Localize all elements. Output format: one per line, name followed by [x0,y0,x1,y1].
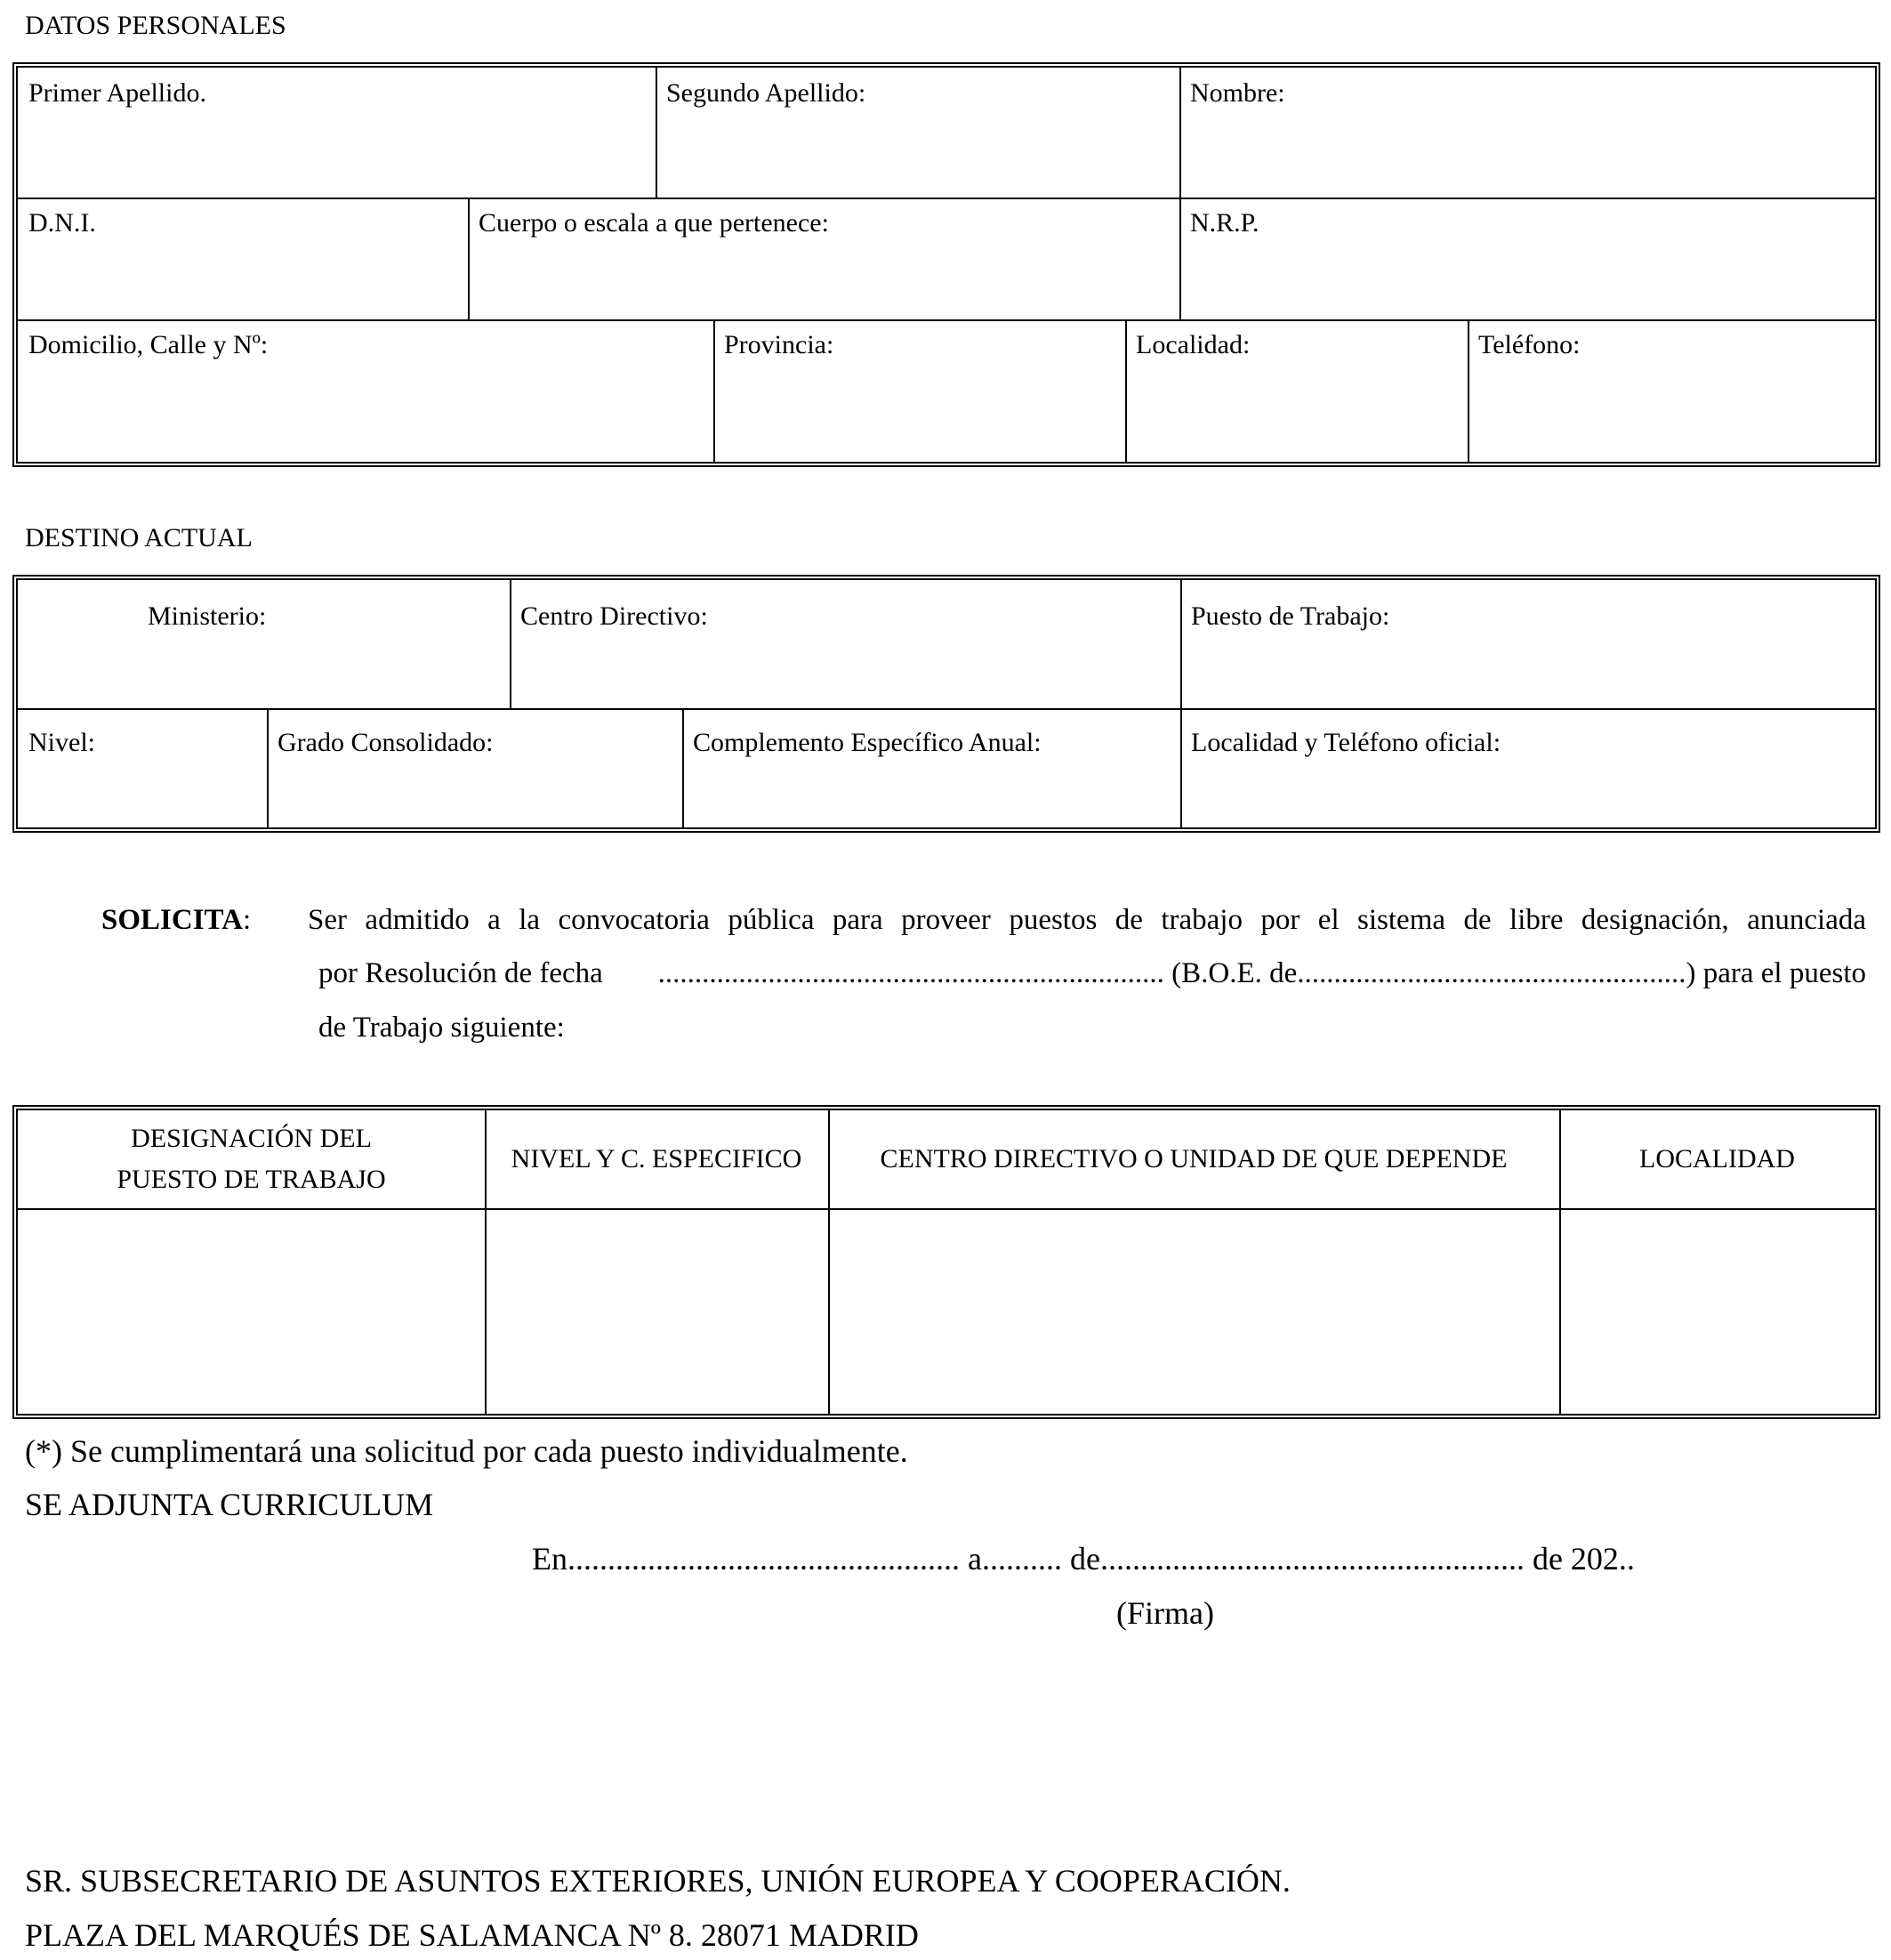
segundo-apellido-label: Segundo Apellido: [666,78,866,108]
provincia-label: Provincia: [724,330,834,359]
nombre-field[interactable] [1179,68,1875,198]
nivel-field[interactable] [18,708,267,827]
primer-apellido-label: Primer Apellido. [28,78,206,108]
dni-field[interactable] [18,198,468,319]
ministerio-label: Ministerio: [148,601,267,631]
localidad-label: Localidad: [1136,330,1251,359]
address: PLAZA DEL MARQUÉS DE SALAMANCA Nº 8. 28071 MADRID [25,1917,919,1953]
grado-label: Grado Consolidado: [278,728,494,757]
nombre-label: Nombre: [1190,78,1285,108]
solicita-line-2a: por Resolución de fecha [318,957,603,989]
puesto-trabajo-label: Puesto de Trabajo: [1191,601,1390,631]
dni-label: D.N.I. [28,208,96,238]
col-header-designacion-line-1: DESIGNACIÓN DEL [131,1123,372,1153]
solicita-label [101,904,251,937]
puesto-table [12,1105,1880,1419]
addressee: SR. SUBSECRETARIO DE ASUNTOS EXTERIORES, UNIÓN EUROPEA Y COOPERACIÓN. [25,1863,1291,1899]
telefono-field[interactable] [1468,319,1875,462]
complemento-label: Complemento Específico Anual: [693,728,1042,757]
solicita-line-1: Ser admitido a la convocatoria pública para proveer puestos de trabajo por el sistema de libre designación, anunciada [308,904,1866,936]
firma-label: (Firma) [1116,1595,1214,1631]
complemento-field[interactable] [682,708,1180,827]
puesto-trabajo-field[interactable] [1180,580,1875,708]
centro-directivo-input-cell[interactable] [828,1208,1559,1414]
nivel-input-cell[interactable] [485,1208,828,1414]
centro-directivo-field[interactable] [510,580,1180,708]
provincia-field[interactable] [713,319,1125,462]
note-one-per-position: (*) Se cumplimentará una solicitud por cada puesto individualmente. [25,1433,908,1469]
datos-personales-box [12,62,1880,467]
col-header-nivel: NIVEL Y C. ESPECIFICO [511,1143,802,1174]
section-heading-destino-actual: DESTINO ACTUAL [25,523,253,553]
col-header-centro-directivo: CENTRO DIRECTIVO O UNIDAD DE QUE DEPENDE [880,1143,1508,1174]
cuerpo-label: Cuerpo o escala a que pertenece: [479,208,829,238]
curriculum-note: SE ADJUNTA CURRICULUM [25,1487,434,1522]
segundo-apellido-field[interactable] [656,68,1179,198]
solicita-label-text: SOLICITA [101,904,243,936]
solicita-line-3: de Trabajo siguiente: [318,1012,565,1044]
nivel-label: Nivel: [28,728,95,757]
localidad-telefono-label: Localidad y Teléfono oficial: [1191,728,1501,757]
section-heading-datos-personales: DATOS PERSONALES [25,11,286,40]
grado-field[interactable] [267,708,682,827]
cuerpo-field[interactable] [468,198,1179,319]
ministerio-field[interactable] [18,580,510,708]
centro-directivo-label: Centro Directivo: [520,601,708,631]
domicilio-label: Domicilio, Calle y Nº: [28,330,269,359]
destino-actual-box [12,575,1880,833]
localidad-field[interactable] [1125,319,1468,462]
solicita-colon: : [242,904,252,936]
nrp-label: N.R.P. [1190,208,1259,238]
localidad-telefono-field[interactable] [1180,708,1875,827]
col-header-localidad: LOCALIDAD [1639,1143,1795,1174]
nrp-field[interactable] [1179,198,1875,319]
telefono-label: Teléfono: [1478,330,1581,359]
date-line: En................................................. a.......... de..................................................... de 202.. [532,1541,1635,1577]
col-header-designacion-line-2: PUESTO DE TRABAJO [117,1165,386,1194]
primer-apellido-field[interactable] [18,68,656,198]
domicilio-field[interactable] [18,319,713,462]
col-header-designacion [18,1110,485,1208]
localidad-input-cell[interactable] [1559,1208,1875,1414]
designacion-input-cell[interactable] [18,1208,485,1414]
solicita-line-2b: ..................................................................... (B.O.E. de.....................................................) para el puesto [657,957,1866,989]
